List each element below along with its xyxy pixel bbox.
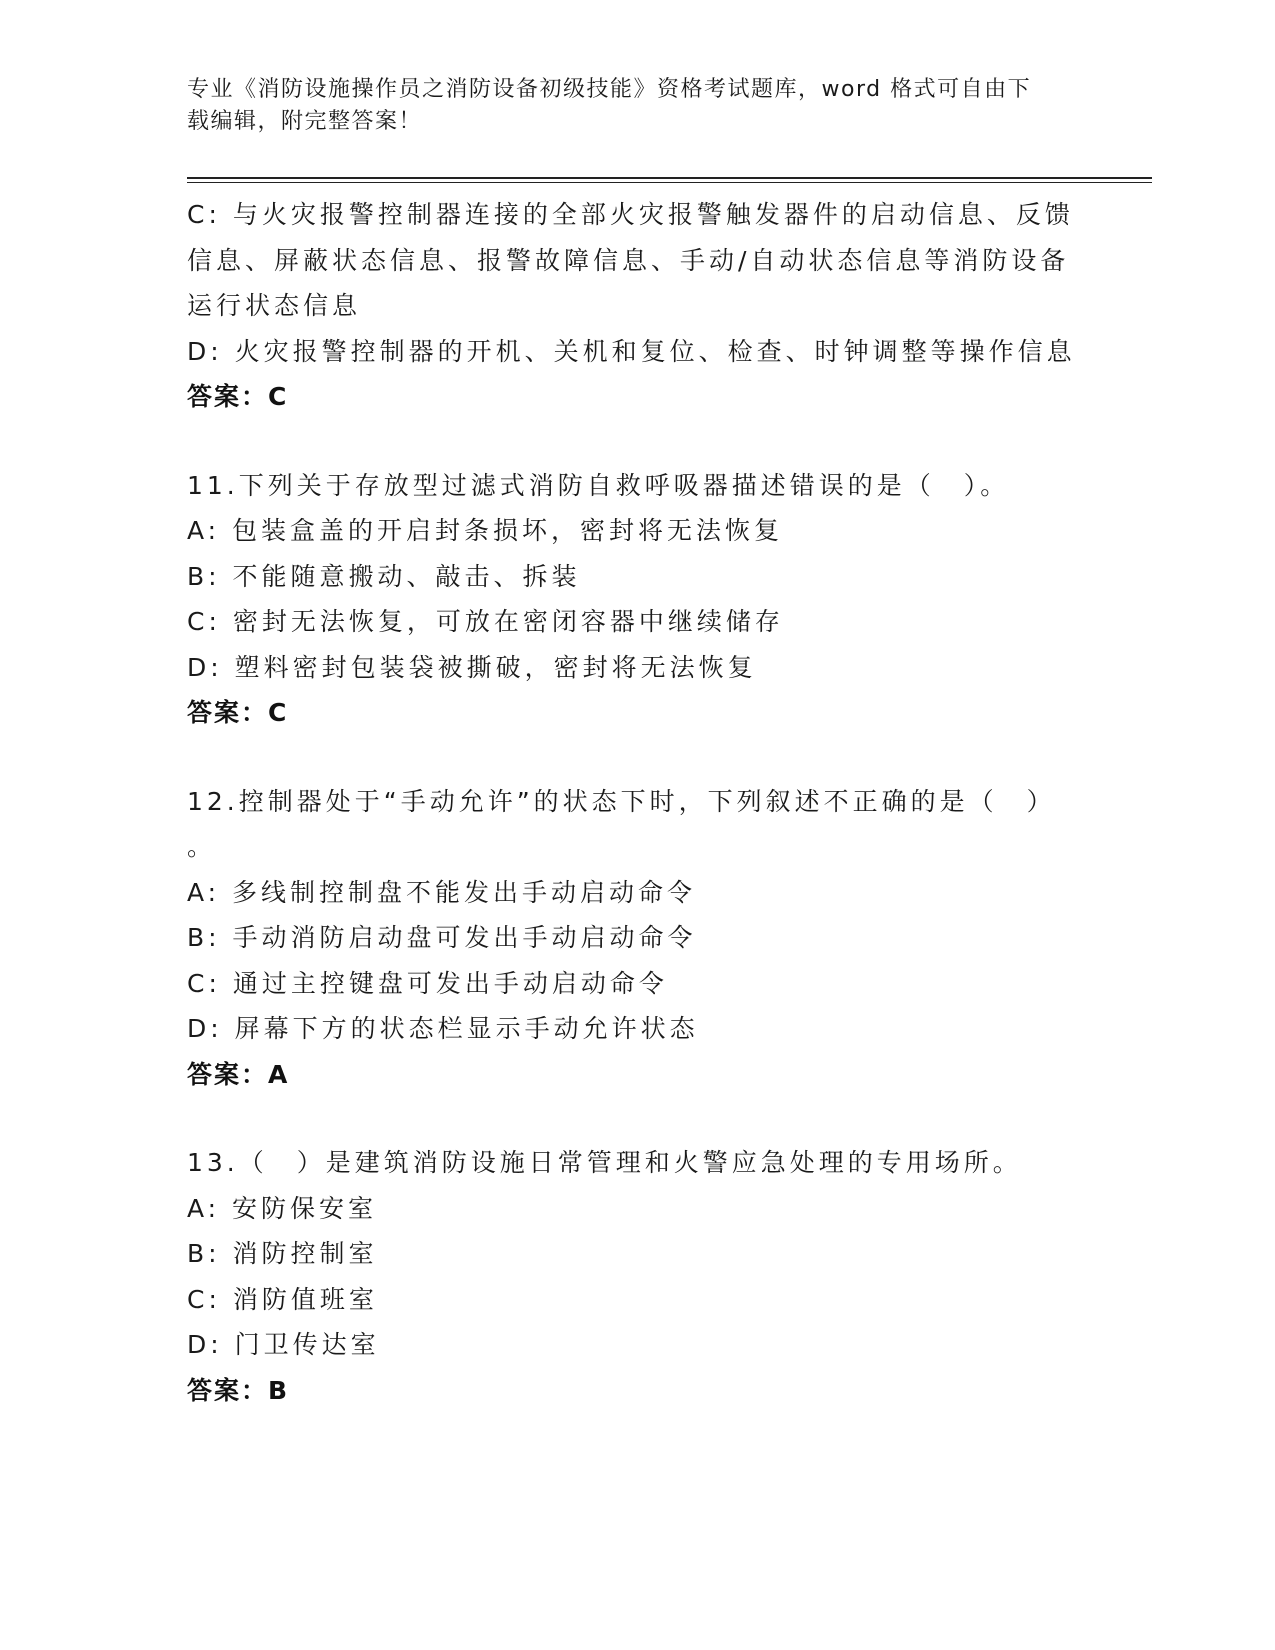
option-c-line-2: 信息、屏蔽状态信息、报警故障信息、手动/自动状态信息等消防设备: [187, 245, 1070, 275]
spacer: [187, 420, 1087, 463]
question-10-continuation: [187, 192, 1087, 420]
question-stem-line-1: 12.控制器处于“手动允许”的状态下时，下列叙述不正确的是（ ）: [187, 786, 1056, 816]
option-d: D: 塑料密封包装袋被撕破，密封将无法恢复: [187, 652, 757, 682]
question-stem-line-2: 。: [187, 832, 217, 861]
spacer: [187, 736, 1087, 779]
option-d: D: 屏幕下方的状态栏显示手动允许状态: [187, 1014, 699, 1043]
option-b: B: 手动消防启动盘可发出手动启动命令: [187, 923, 697, 952]
option-c-line-1: C: 与火灾报警控制器连接的全部火灾报警触发器件的启动信息、反馈: [187, 200, 1074, 229]
question-stem: 11.下列关于存放型过滤式消防自救呼吸器描述错误的是（ ）。: [187, 470, 1010, 500]
option-c: C: 通过主控键盘可发出手动启动命令: [187, 968, 668, 998]
option-a: A: 安防保安室: [187, 1193, 378, 1223]
option-b: B: 消防控制室: [187, 1239, 378, 1268]
question-11: [187, 463, 1087, 736]
option-c: C: 密封无法恢复，可放在密闭容器中继续储存: [187, 607, 784, 636]
option-c: C: 消防值班室: [187, 1284, 378, 1314]
header-line-1: 专业《消防设施操作员之消防设备初级技能》资格考试题库，word 格式可自由下: [187, 77, 1032, 102]
option-d: D: 门卫传达室: [187, 1330, 380, 1359]
header-divider-top: [187, 177, 1152, 179]
header-divider-bottom: [187, 182, 1152, 183]
answer-line: 答案：C: [187, 382, 289, 411]
question-stem: 13.（ ）是建筑消防设施日常管理和火警应急处理的专用场所。: [187, 1148, 1022, 1177]
header-line-2: 载编辑，附完整答案！: [187, 109, 423, 134]
option-b: B: 不能随意搬动、敲击、拆装: [187, 561, 581, 591]
answer-line: 答案：A: [187, 1059, 290, 1089]
answer-line: 答案：C: [187, 698, 289, 727]
question-12: [187, 779, 1087, 1098]
question-list: [187, 192, 1087, 1413]
answer-line: 答案：B: [187, 1375, 290, 1405]
option-c-line-3: 运行状态信息: [187, 291, 362, 320]
question-13: [187, 1140, 1087, 1413]
option-d: D: 火灾报警控制器的开机、关机和复位、检查、时钟调整等操作信息: [187, 336, 1076, 366]
spacer: [187, 1097, 1087, 1140]
option-a: A: 包装盒盖的开启封条损坏，密封将无法恢复: [187, 516, 784, 545]
document-header: [187, 74, 1067, 138]
option-a: A: 多线制控制盘不能发出手动启动命令: [187, 877, 697, 907]
